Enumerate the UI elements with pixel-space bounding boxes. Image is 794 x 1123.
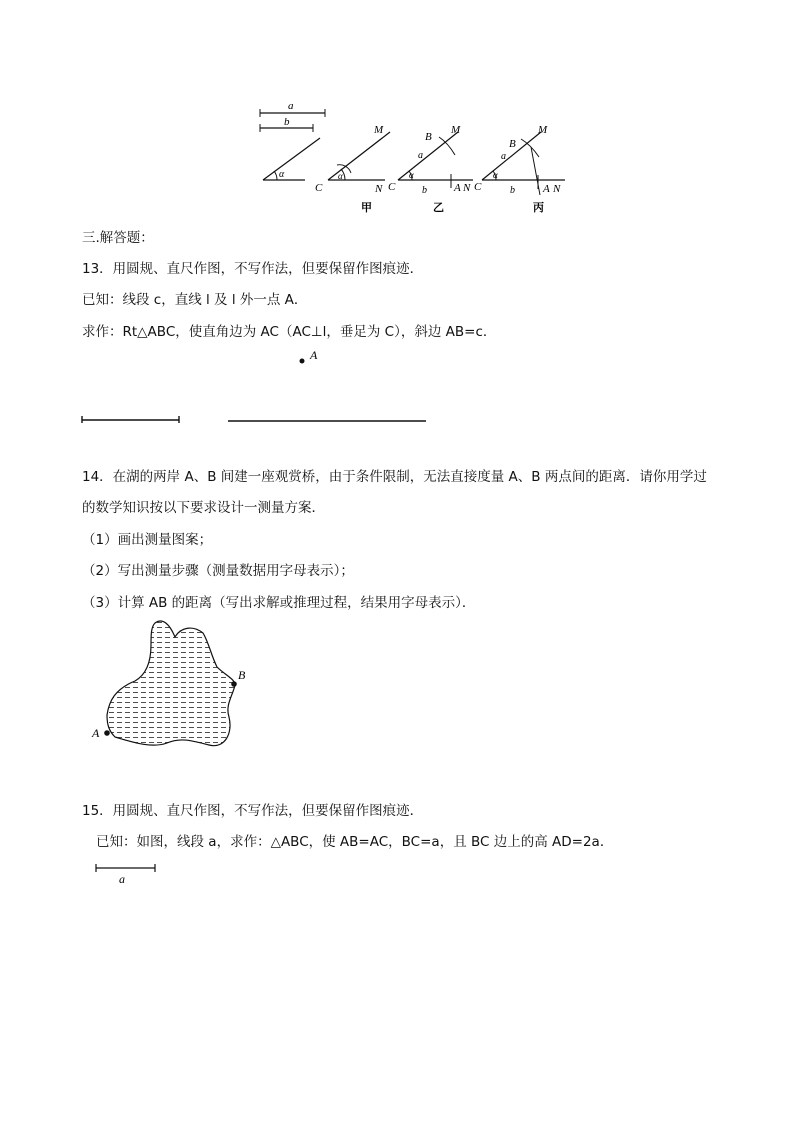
svg-text:B: B bbox=[425, 131, 432, 143]
point-a-label: A bbox=[92, 726, 100, 740]
point-b bbox=[231, 681, 237, 687]
q14-item1: （1）画出测量图案； bbox=[82, 532, 213, 548]
q15-figure bbox=[92, 858, 172, 888]
svg-text:N: N bbox=[463, 182, 471, 194]
svg-text:α: α bbox=[409, 170, 414, 180]
segment-a-label: a bbox=[288, 100, 294, 112]
svg-text:α: α bbox=[338, 171, 343, 181]
lake bbox=[107, 621, 235, 746]
q15-line2: 已知：如图，线段 a，求作：△ABC，使 AB=AC，BC=a，且 BC 边上的高 AD=2a． bbox=[96, 834, 614, 850]
svg-text:A: A bbox=[543, 183, 550, 195]
segment-b-label: b bbox=[284, 116, 290, 128]
svg-text:M: M bbox=[374, 124, 384, 136]
svg-text:a: a bbox=[418, 150, 423, 161]
svg-text:a: a bbox=[501, 151, 506, 162]
svg-text:A: A bbox=[454, 182, 461, 194]
q15-line1: 15．用圆规、直尺作图，不写作法，但要保留作图痕迹． bbox=[82, 803, 424, 819]
q13-figure bbox=[80, 345, 440, 430]
svg-text:N: N bbox=[375, 183, 383, 195]
q14-item2: （2）写出测量步骤（测量数据用字母表示）； bbox=[82, 563, 354, 579]
q13-line2: 已知：线段 c，直线 l 及 l 外一点 A． bbox=[82, 292, 308, 308]
given-angle-label: α bbox=[279, 169, 285, 180]
svg-text:C: C bbox=[474, 181, 482, 193]
q14-line2: 的数学知识按以下要求设计一测量方案． bbox=[82, 500, 325, 516]
caption-bing: 丙 bbox=[533, 201, 544, 214]
svg-text:C: C bbox=[388, 181, 396, 193]
point-a bbox=[104, 730, 110, 736]
svg-text:N: N bbox=[553, 183, 561, 195]
svg-text:α: α bbox=[493, 170, 498, 180]
q13-line1: 13．用圆规、直尺作图，不写作法，但要保留作图痕迹． bbox=[82, 261, 424, 277]
angle-construction-figure bbox=[255, 95, 575, 220]
svg-text:M: M bbox=[451, 124, 461, 136]
q14-item3: （3）计算 AB 的距离（写出求解或推理过程，结果用字母表示）． bbox=[82, 595, 476, 611]
q14-line1: 14．在湖的两岸 A、B 间建一座观赏桥，由于条件限制，无法直接度量 A、B 两点间的距离．请你用学过 bbox=[82, 469, 707, 485]
caption-jia: 甲 bbox=[361, 201, 372, 214]
segment-a-label: a bbox=[119, 872, 125, 886]
lake-figure bbox=[85, 615, 255, 755]
q13-line3: 求作：Rt△ABC，使直角边为 AC（AC⊥l，垂足为 C），斜边 AB=c． bbox=[82, 324, 497, 340]
svg-text:b: b bbox=[422, 185, 427, 196]
svg-text:C: C bbox=[315, 182, 323, 194]
svg-text:b: b bbox=[510, 185, 515, 196]
svg-text:B: B bbox=[509, 138, 516, 150]
point-b-label: B bbox=[238, 668, 246, 682]
svg-text:M: M bbox=[538, 124, 548, 136]
point-a bbox=[300, 359, 305, 364]
section-heading: 三.解答题： bbox=[82, 230, 154, 246]
point-a-label: A bbox=[310, 348, 318, 362]
caption-yi: 乙 bbox=[433, 201, 444, 214]
